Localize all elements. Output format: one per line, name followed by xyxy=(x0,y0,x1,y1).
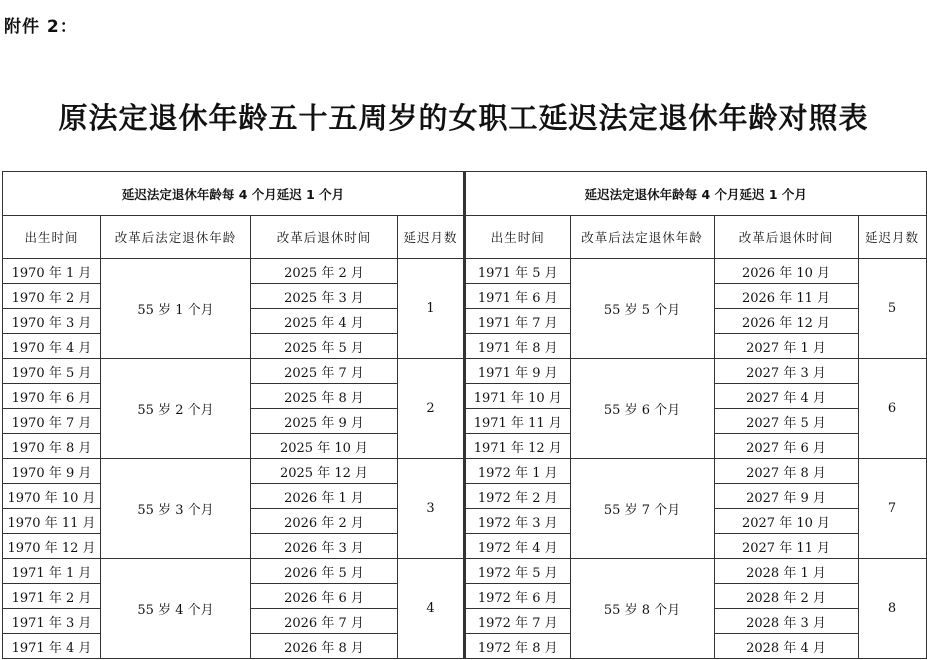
retirement-time-cell: 2025 年 3 月 xyxy=(251,284,398,309)
birth-time-cell: 1971 年 1 月 xyxy=(3,559,101,584)
retirement-time-cell: 2027 年 3 月 xyxy=(714,359,858,384)
birth-time-cell: 1972 年 1 月 xyxy=(465,459,570,484)
retirement-time-cell: 2025 年 4 月 xyxy=(251,309,398,334)
birth-time-cell: 1972 年 6 月 xyxy=(465,584,570,609)
retirement-time-cell: 2025 年 7 月 xyxy=(251,359,398,384)
birth-time-cell: 1970 年 1 月 xyxy=(3,259,101,284)
table-row xyxy=(465,559,926,584)
retirement-time-cell: 2025 年 9 月 xyxy=(251,409,398,434)
birth-time-cell: 1971 年 8 月 xyxy=(465,334,570,359)
retirement-time-cell: 2028 年 2 月 xyxy=(714,584,858,609)
retirement-time-cell: 2025 年 2 月 xyxy=(251,259,398,284)
right-table xyxy=(464,171,927,659)
birth-time-cell: 1970 年 4 月 xyxy=(3,334,101,359)
retirement-time-cell: 2027 年 8 月 xyxy=(714,459,858,484)
birth-time-cell: 1971 年 4 月 xyxy=(3,634,101,659)
retirement-time-cell: 2027 年 10 月 xyxy=(714,509,858,534)
retirement-time-cell: 2026 年 10 月 xyxy=(714,259,858,284)
retirement-time-cell: 2026 年 1 月 xyxy=(251,484,398,509)
retirement-time-cell: 2025 年 5 月 xyxy=(251,334,398,359)
birth-time-cell: 1971 年 10 月 xyxy=(465,384,570,409)
delay-months-cell: 5 xyxy=(858,259,926,359)
birth-time-cell: 1972 年 7 月 xyxy=(465,609,570,634)
table-row xyxy=(3,359,464,384)
attachment-label: 附件 2： xyxy=(4,17,78,37)
delay-months-cell: 2 xyxy=(398,359,464,459)
header-birth-time: 出生时间 xyxy=(3,216,101,259)
birth-time-cell: 1971 年 9 月 xyxy=(465,359,570,384)
birth-time-cell: 1971 年 6 月 xyxy=(465,284,570,309)
retirement-time-cell: 2027 年 1 月 xyxy=(714,334,858,359)
retirement-time-cell: 2026 年 5 月 xyxy=(251,559,398,584)
birth-time-cell: 1970 年 8 月 xyxy=(3,434,101,459)
birth-time-cell: 1970 年 11 月 xyxy=(3,509,101,534)
delay-months-cell: 4 xyxy=(398,559,464,659)
birth-time-cell: 1970 年 6 月 xyxy=(3,384,101,409)
birth-time-cell: 1972 年 4 月 xyxy=(465,534,570,559)
header-retirement-age: 改革后法定退休年龄 xyxy=(570,216,714,259)
header-retirement-age: 改革后法定退休年龄 xyxy=(101,216,251,259)
retirement-time-cell: 2026 年 6 月 xyxy=(251,584,398,609)
header-delay-months: 延迟月数 xyxy=(398,216,464,259)
comparison-table xyxy=(2,171,924,657)
header-retirement-time: 改革后退休时间 xyxy=(251,216,398,259)
birth-time-cell: 1970 年 5 月 xyxy=(3,359,101,384)
retirement-time-cell: 2026 年 2 月 xyxy=(251,509,398,534)
delay-months-cell: 1 xyxy=(398,259,464,359)
birth-time-cell: 1971 年 5 月 xyxy=(465,259,570,284)
birth-time-cell: 1970 年 10 月 xyxy=(3,484,101,509)
retirement-age-cell: 55 岁 1 个月 xyxy=(101,259,251,359)
delay-months-cell: 3 xyxy=(398,459,464,559)
left-group-header: 延迟法定退休年龄每 4 个月延迟 1 个月 xyxy=(3,172,464,216)
header-retirement-time: 改革后退休时间 xyxy=(714,216,858,259)
birth-time-cell: 1971 年 2 月 xyxy=(3,584,101,609)
header-delay-months: 延迟月数 xyxy=(858,216,926,259)
header-birth-time: 出生时间 xyxy=(465,216,570,259)
retirement-time-cell: 2025 年 12 月 xyxy=(251,459,398,484)
retirement-age-cell: 55 岁 4 个月 xyxy=(101,559,251,659)
retirement-time-cell: 2026 年 11 月 xyxy=(714,284,858,309)
birth-time-cell: 1972 年 5 月 xyxy=(465,559,570,584)
delay-months-cell: 8 xyxy=(858,559,926,659)
birth-time-cell: 1970 年 7 月 xyxy=(3,409,101,434)
retirement-time-cell: 2026 年 12 月 xyxy=(714,309,858,334)
retirement-time-cell: 2027 年 6 月 xyxy=(714,434,858,459)
left-table xyxy=(2,171,464,659)
birth-time-cell: 1971 年 7 月 xyxy=(465,309,570,334)
birth-time-cell: 1971 年 11 月 xyxy=(465,409,570,434)
birth-time-cell: 1970 年 12 月 xyxy=(3,534,101,559)
birth-time-cell: 1970 年 9 月 xyxy=(3,459,101,484)
birth-time-cell: 1970 年 3 月 xyxy=(3,309,101,334)
retirement-time-cell: 2028 年 1 月 xyxy=(714,559,858,584)
table-row xyxy=(3,259,464,284)
retirement-age-cell: 55 岁 3 个月 xyxy=(101,459,251,559)
birth-time-cell: 1970 年 2 月 xyxy=(3,284,101,309)
retirement-time-cell: 2026 年 7 月 xyxy=(251,609,398,634)
delay-months-cell: 7 xyxy=(858,459,926,559)
retirement-time-cell: 2028 年 3 月 xyxy=(714,609,858,634)
retirement-time-cell: 2026 年 3 月 xyxy=(251,534,398,559)
retirement-time-cell: 2027 年 4 月 xyxy=(714,384,858,409)
retirement-age-cell: 55 岁 8 个月 xyxy=(570,559,714,659)
delay-months-cell: 6 xyxy=(858,359,926,459)
retirement-time-cell: 2025 年 10 月 xyxy=(251,434,398,459)
table-row xyxy=(465,359,926,384)
birth-time-cell: 1972 年 3 月 xyxy=(465,509,570,534)
page-title: 原法定退休年龄五十五周岁的女职工延迟法定退休年龄对照表 xyxy=(58,101,869,135)
table-row xyxy=(465,259,926,284)
retirement-time-cell: 2026 年 8 月 xyxy=(251,634,398,659)
right-group-header: 延迟法定退休年龄每 4 个月延迟 1 个月 xyxy=(465,172,926,216)
retirement-age-cell: 55 岁 2 个月 xyxy=(101,359,251,459)
retirement-time-cell: 2027 年 9 月 xyxy=(714,484,858,509)
birth-time-cell: 1971 年 3 月 xyxy=(3,609,101,634)
table-row xyxy=(465,459,926,484)
retirement-time-cell: 2025 年 8 月 xyxy=(251,384,398,409)
retirement-age-cell: 55 岁 7 个月 xyxy=(570,459,714,559)
table-row xyxy=(3,459,464,484)
retirement-time-cell: 2028 年 4 月 xyxy=(714,634,858,659)
retirement-time-cell: 2027 年 11 月 xyxy=(714,534,858,559)
birth-time-cell: 1972 年 8 月 xyxy=(465,634,570,659)
birth-time-cell: 1971 年 12 月 xyxy=(465,434,570,459)
retirement-age-cell: 55 岁 5 个月 xyxy=(570,259,714,359)
table-row xyxy=(3,559,464,584)
retirement-age-cell: 55 岁 6 个月 xyxy=(570,359,714,459)
birth-time-cell: 1972 年 2 月 xyxy=(465,484,570,509)
retirement-time-cell: 2027 年 5 月 xyxy=(714,409,858,434)
